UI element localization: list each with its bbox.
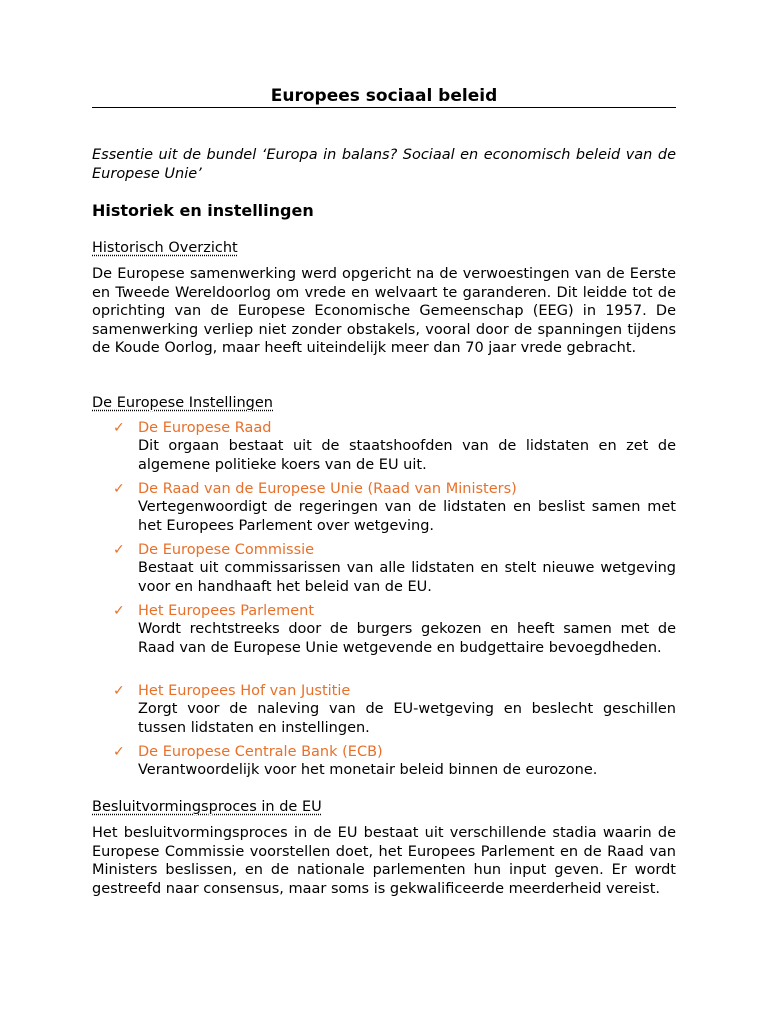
document-subtitle: Essentie uit de bundel ‘Europa in balans? Sociaal en economisch beleid van de Europese Unie’ xyxy=(92,147,676,182)
institution-description: Vertegenwoordigt de regeringen van de lidstaten en beslist samen met het Europees Parlement over wetgeving. xyxy=(138,499,676,534)
historical-heading: Historisch Overzicht xyxy=(92,240,238,256)
decision-paragraph: Het besluitvormingsproces in de EU bestaat uit verschillende stadia waarin de Europese Commissie voorstellen doet, het Europees Parlement en de Raad van Ministers beslissen, en de nationale parlementen hun input geven. Er wordt gestreefd naar consensus, maar soms is gekwalificeerde meerderheid vereist. xyxy=(92,825,676,897)
institution-description: Dit orgaan bestaat uit de staatshoofden van de lidstaten en zet de algemene politieke koers van de EU uit. xyxy=(138,438,676,473)
checkmark-icon: ✓ xyxy=(113,683,125,699)
checkmark-icon: ✓ xyxy=(113,420,125,436)
section-heading: Historiek en instellingen xyxy=(92,201,314,220)
title-divider xyxy=(92,107,676,108)
institution-title: Het Europees Parlement xyxy=(138,603,315,619)
decision-heading: Besluitvormingsproces in de EU xyxy=(92,799,322,815)
institution-description: Zorgt voor de naleving van de EU-wetgeving en beslecht geschillen tussen lidstaten en instellingen. xyxy=(138,701,676,736)
institution-title: De Europese Raad xyxy=(138,420,272,436)
institution-title: De Raad van de Europese Unie (Raad van Ministers) xyxy=(138,481,517,497)
document-title: Europees sociaal beleid xyxy=(270,86,498,106)
institution-title: De Europese Centrale Bank (ECB) xyxy=(138,744,383,760)
historical-paragraph: De Europese samenwerking werd opgericht na de verwoestingen van de Eerste en Tweede Wereldoorlog om vrede en welvaart te garanderen. Dit leidde tot de oprichting van de Europese Economische Gemeenschap (EEG) in 1957. De samenwerking verliep niet zonder obstakels, vooral door de spanningen tijdens de Koude Oorlog, maar heeft uiteindelijk meer dan 70 jaar vrede gebracht. xyxy=(92,266,676,356)
institution-description: Verantwoordelijk voor het monetair beleid binnen de eurozone. xyxy=(138,762,598,778)
institution-title: De Europese Commissie xyxy=(138,542,315,558)
checkmark-icon: ✓ xyxy=(113,481,125,497)
institutions-heading: De Europese Instellingen xyxy=(92,395,273,411)
checkmark-icon: ✓ xyxy=(113,603,125,619)
institution-title: Het Europees Hof van Justitie xyxy=(138,683,351,699)
institution-description: Wordt rechtstreeks door de burgers gekozen en heeft samen met de Raad van de Europese Unie wetgevende en budgettaire bevoegdheden. xyxy=(138,621,676,656)
checkmark-icon: ✓ xyxy=(113,744,125,760)
institution-description: Bestaat uit commissarissen van alle lidstaten en stelt nieuwe wetgeving voor en handhaaft het beleid van de EU. xyxy=(138,560,676,595)
checkmark-icon: ✓ xyxy=(113,542,125,558)
